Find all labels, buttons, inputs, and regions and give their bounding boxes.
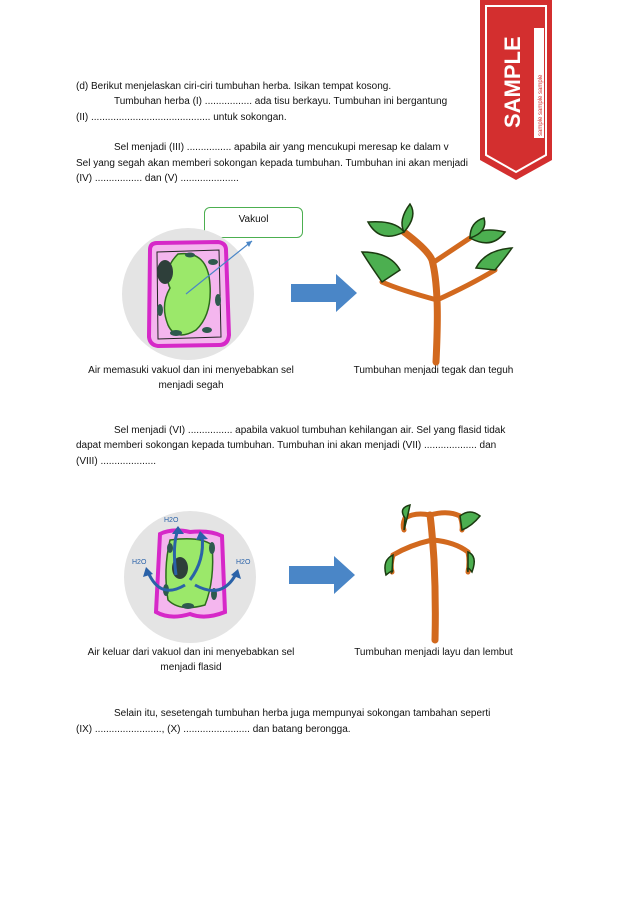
- figure-2-cell-caption-line-2: menjadi flasid: [160, 661, 222, 673]
- water-label-right: H2O: [236, 559, 251, 566]
- question-heading: (d) Berikut menjelaskan ciri-ciri tumbuhan herba. Isikan tempat kosong.: [76, 81, 392, 92]
- paragraph-3-line-1: Sel menjadi (VI) ................ apabila vakuol tumbuhan kehilangan air. Sel yang flasid tidak: [114, 425, 506, 436]
- paragraph-3-line-3: (VIII) ....................: [76, 456, 157, 467]
- sample-watermark-small-text: sample sample sample: [538, 74, 544, 136]
- water-label-left: H2O: [132, 559, 147, 566]
- flaccid-cell-image: [124, 511, 256, 643]
- sample-watermark: [476, 0, 556, 180]
- sample-watermark-text: SAMPLE: [500, 36, 525, 128]
- wilted-plant-image: [385, 505, 480, 640]
- paragraph-1-line-1: Tumbuhan herba (I) ................. ada tisu berkayu. Tumbuhan ini bergantung: [114, 96, 448, 107]
- paragraph-2-line-2: Sel yang segah akan memberi sokongan kepada tumbuhan. Tumbuhan ini akan menjadi: [76, 158, 468, 169]
- paragraph-2-line-3: (IV) ................. dan (V) .....................: [76, 173, 239, 184]
- figure-2-plant-caption: Tumbuhan menjadi layu dan lembut: [354, 647, 513, 658]
- right-arrow-2: [289, 556, 355, 594]
- vacuole-callout: Vakuol: [204, 207, 303, 238]
- figure-1-cell-caption-line-2: menjadi segah: [158, 379, 224, 391]
- paragraph-4-line-2: (IX) ........................, (X) ........................ dan batang berongga.: [76, 724, 351, 735]
- water-label-top: H2O: [164, 517, 179, 524]
- figure-2-cell-caption: [76, 646, 306, 675]
- paragraph-4-line-1: Selain itu, sesetengah tumbuhan herba juga mempunyai sokongan tambahan seperti: [114, 708, 491, 719]
- figure-2-cell-caption-line-1: Air keluar dari vakuol dan ini menyebabkan sel: [87, 647, 295, 658]
- paragraph-3-line-2: dapat memberi sokongan kepada tumbuhan. Tumbuhan ini akan menjadi (VII) ................... dan: [76, 440, 497, 451]
- figure-1-cell-caption-line-1: Air memasuki vakuol dan ini menyebabkan sel: [88, 365, 294, 376]
- paragraph-2-line-1: Sel menjadi (III) ................ apabila air yang mencukupi meresap ke dalam v: [114, 142, 449, 153]
- paragraph-1-line-2: (II) ........................................... untuk sokongan.: [76, 112, 287, 123]
- figure-1-plant-caption: Tumbuhan menjadi tegak dan teguh: [353, 365, 514, 376]
